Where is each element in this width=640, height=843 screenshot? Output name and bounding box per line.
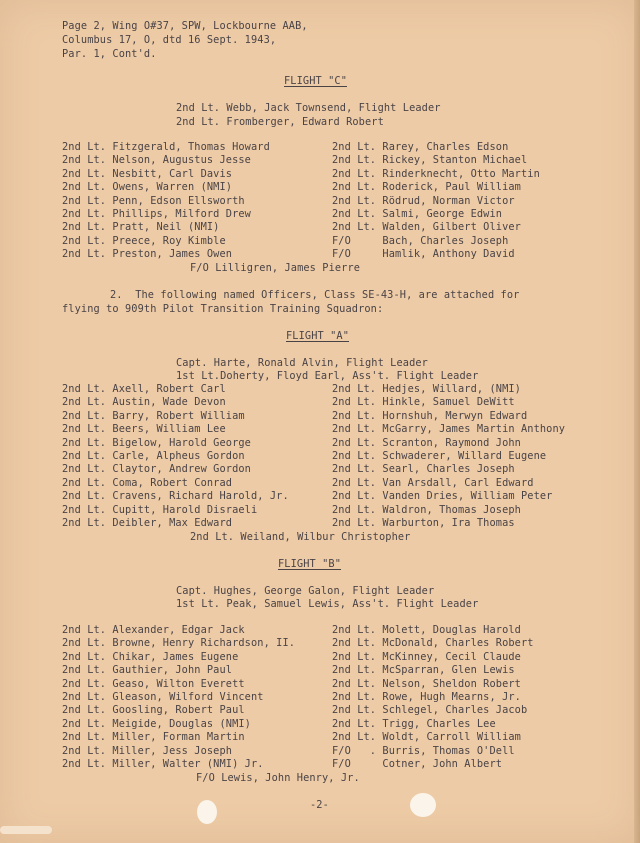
paper-hole	[197, 800, 217, 824]
roster-entry: 2nd Lt. Walden, Gilbert Oliver	[332, 221, 521, 234]
flight-a-title: FLIGHT "A"	[286, 330, 349, 342]
roster-entry: 2nd Lt. Rowe, Hugh Mearns, Jr.	[332, 691, 521, 703]
flight-b-closing: F/O Lewis, John Henry, Jr.	[196, 772, 360, 784]
flight-b-leader: Capt. Hughes, George Galon, Flight Leader	[176, 585, 435, 597]
roster-entry: 2nd Lt. Goosling, Robert Paul	[62, 704, 245, 717]
header-line-1: Page 2, Wing O#37, SPW, Lockbourne AAB,	[62, 20, 308, 32]
roster-entry: 2nd Lt. Hedjes, Willard, (NMI)	[332, 383, 521, 395]
roster-entry: 2nd Lt. Hornshuh, Merwyn Edward	[332, 409, 528, 422]
roster-entry: 2nd Lt. Schwaderer, Willard Eugene	[332, 450, 547, 462]
page-edge	[634, 0, 640, 843]
flight-c-closing: F/O Lilligren, James Pierre	[190, 262, 361, 274]
roster-entry: 2nd Lt. Miller, Jess Joseph	[62, 744, 233, 757]
roster-entry: 2nd Lt. Waldron, Thomas Joseph	[332, 503, 521, 516]
roster-entry: 2nd Lt. Nelson, Sheldon Robert	[332, 677, 521, 690]
roster-entry: 2nd Lt. Rarey, Charles Edson	[332, 141, 509, 153]
roster-entry: 2nd Lt. Carle, Alpheus Gordon	[62, 450, 245, 462]
roster-entry: 2nd Lt. Coma, Robert Conrad	[62, 476, 233, 489]
flight-b-assistant: 1st Lt. Peak, Samuel Lewis, Ass't. Flight Leader	[176, 598, 479, 610]
roster-entry: 2nd Lt. Alexander, Edgar Jack	[62, 624, 245, 636]
roster-entry: 2nd Lt. Meigide, Douglas (NMI)	[62, 717, 251, 730]
roster-entry: 2nd Lt. Salmi, George Edwin	[332, 208, 503, 220]
roster-entry: 2nd Lt. Geaso, Wilton Everett	[62, 677, 245, 690]
roster-entry: 2nd Lt. Chikar, James Eugene	[62, 650, 239, 663]
roster-entry: 2nd Lt. Browne, Henry Richardson, II.	[62, 637, 296, 650]
flight-c-assistant: 2nd Lt. Fromberger, Edward Robert	[176, 116, 384, 128]
flight-a-closing: 2nd Lt. Weiland, Wilbur Christopher	[190, 531, 411, 543]
roster-entry: 2nd Lt. Owens, Warren (NMI)	[62, 181, 233, 194]
roster-entry: 2nd Lt. Axell, Robert Carl	[62, 383, 226, 395]
roster-entry: 2nd Lt. Barry, Robert William	[62, 409, 245, 422]
roster-entry: 2nd Lt. Nesbitt, Carl Davis	[62, 167, 233, 180]
roster-entry: 2nd Lt. Preston, James Owen	[62, 248, 233, 261]
paragraph-2-line-2: flying to 909th Pilot Transition Training Squadron:	[62, 303, 384, 315]
flight-c-leader: 2nd Lt. Webb, Jack Townsend, Flight Leader	[176, 102, 441, 114]
roster-entry: 2nd Lt. Molett, Douglas Harold	[332, 624, 521, 636]
roster-entry: 2nd Lt. Bigelow, Harold George	[62, 436, 251, 449]
roster-entry: 2nd Lt. Rödrud, Norman Victor	[332, 194, 515, 207]
roster-entry: 2nd Lt. Nelson, Augustus Jesse	[62, 154, 251, 167]
header-line-3: Par. 1, Cont'd.	[62, 48, 157, 60]
roster-entry: 2nd Lt. Claytor, Andrew Gordon	[62, 463, 251, 476]
roster-entry: 2nd Lt. Cupitt, Harold Disraeli	[62, 503, 258, 516]
flight-c-title: FLIGHT "C"	[284, 75, 347, 87]
roster-entry: 2nd Lt. McDonald, Charles Robert	[332, 637, 534, 650]
roster-entry: 2nd Lt. Beers, William Lee	[62, 423, 226, 436]
roster-entry: 2nd Lt. Gauthier, John Paul	[62, 664, 233, 677]
roster-entry: 2nd Lt. Miller, Forman Martin	[62, 731, 245, 744]
roster-entry: 2nd Lt. Austin, Wade Devon	[62, 396, 226, 409]
roster-entry: 2nd Lt. Hinkle, Samuel DeWitt	[332, 396, 515, 409]
paper-tear	[0, 826, 52, 834]
flight-a-leader: Capt. Harte, Ronald Alvin, Flight Leader	[176, 357, 428, 369]
roster-entry: 2nd Lt. Searl, Charles Joseph	[332, 463, 515, 476]
page-number: -2-	[310, 799, 329, 811]
roster-entry: 2nd Lt. Trigg, Charles Lee	[332, 717, 496, 730]
roster-entry: 2nd Lt. McGarry, James Martin Anthony	[332, 423, 566, 436]
flight-b-title: FLIGHT "B"	[278, 558, 341, 570]
roster-entry: 2nd Lt. Roderick, Paul William	[332, 181, 521, 194]
roster-entry: F/O . Burris, Thomas O'Dell	[332, 744, 515, 757]
roster-entry: 2nd Lt. McSparran, Glen Lewis	[332, 664, 515, 677]
roster-entry: 2nd Lt. Van Arsdall, Carl Edward	[332, 476, 534, 489]
roster-entry: 2nd Lt. Preece, Roy Kimble	[62, 234, 226, 247]
roster-entry: F/O Hamlik, Anthony David	[332, 248, 515, 261]
roster-entry: 2nd Lt. Rickey, Stanton Michael	[332, 154, 528, 167]
roster-entry: F/O Bach, Charles Joseph	[332, 234, 509, 247]
paper-hole	[410, 793, 436, 817]
roster-entry: 2nd Lt. Miller, Walter (NMI) Jr.	[62, 758, 264, 770]
roster-entry: 2nd Lt. Penn, Edson Ellsworth	[62, 194, 245, 207]
roster-entry: 2nd Lt. Cravens, Richard Harold, Jr.	[62, 490, 289, 503]
header-line-2: Columbus 17, O, dtd 16 Sept. 1943,	[62, 34, 277, 46]
roster-entry: 2nd Lt. Rinderknecht, Otto Martin	[332, 167, 540, 180]
roster-entry: 2nd Lt. Woldt, Carroll William	[332, 731, 521, 744]
roster-entry: 2nd Lt. Scranton, Raymond John	[332, 436, 521, 449]
flight-a-assistant: 1st Lt.Doherty, Floyd Earl, Ass't. Flight Leader	[176, 370, 479, 382]
roster-entry: 2nd Lt. McKinney, Cecil Claude	[332, 650, 521, 663]
roster-entry: 2nd Lt. Deibler, Max Edward	[62, 517, 233, 529]
roster-entry: 2nd Lt. Pratt, Neil (NMI)	[62, 221, 220, 234]
roster-entry: 2nd Lt. Gleason, Wilford Vincent	[62, 691, 264, 703]
roster-entry: 2nd Lt. Vanden Dries, William Peter	[332, 490, 553, 503]
roster-entry: 2nd Lt. Phillips, Milford Drew	[62, 208, 251, 220]
paragraph-2-line-1: 2. The following named Officers, Class SE-43-H, are attached for	[110, 289, 520, 301]
roster-entry: 2nd Lt. Schlegel, Charles Jacob	[332, 704, 528, 717]
roster-entry: 2nd Lt. Warburton, Ira Thomas	[332, 517, 515, 529]
roster-entry: 2nd Lt. Fitzgerald, Thomas Howard	[62, 141, 270, 153]
roster-entry: F/O Cotner, John Albert	[332, 758, 503, 770]
